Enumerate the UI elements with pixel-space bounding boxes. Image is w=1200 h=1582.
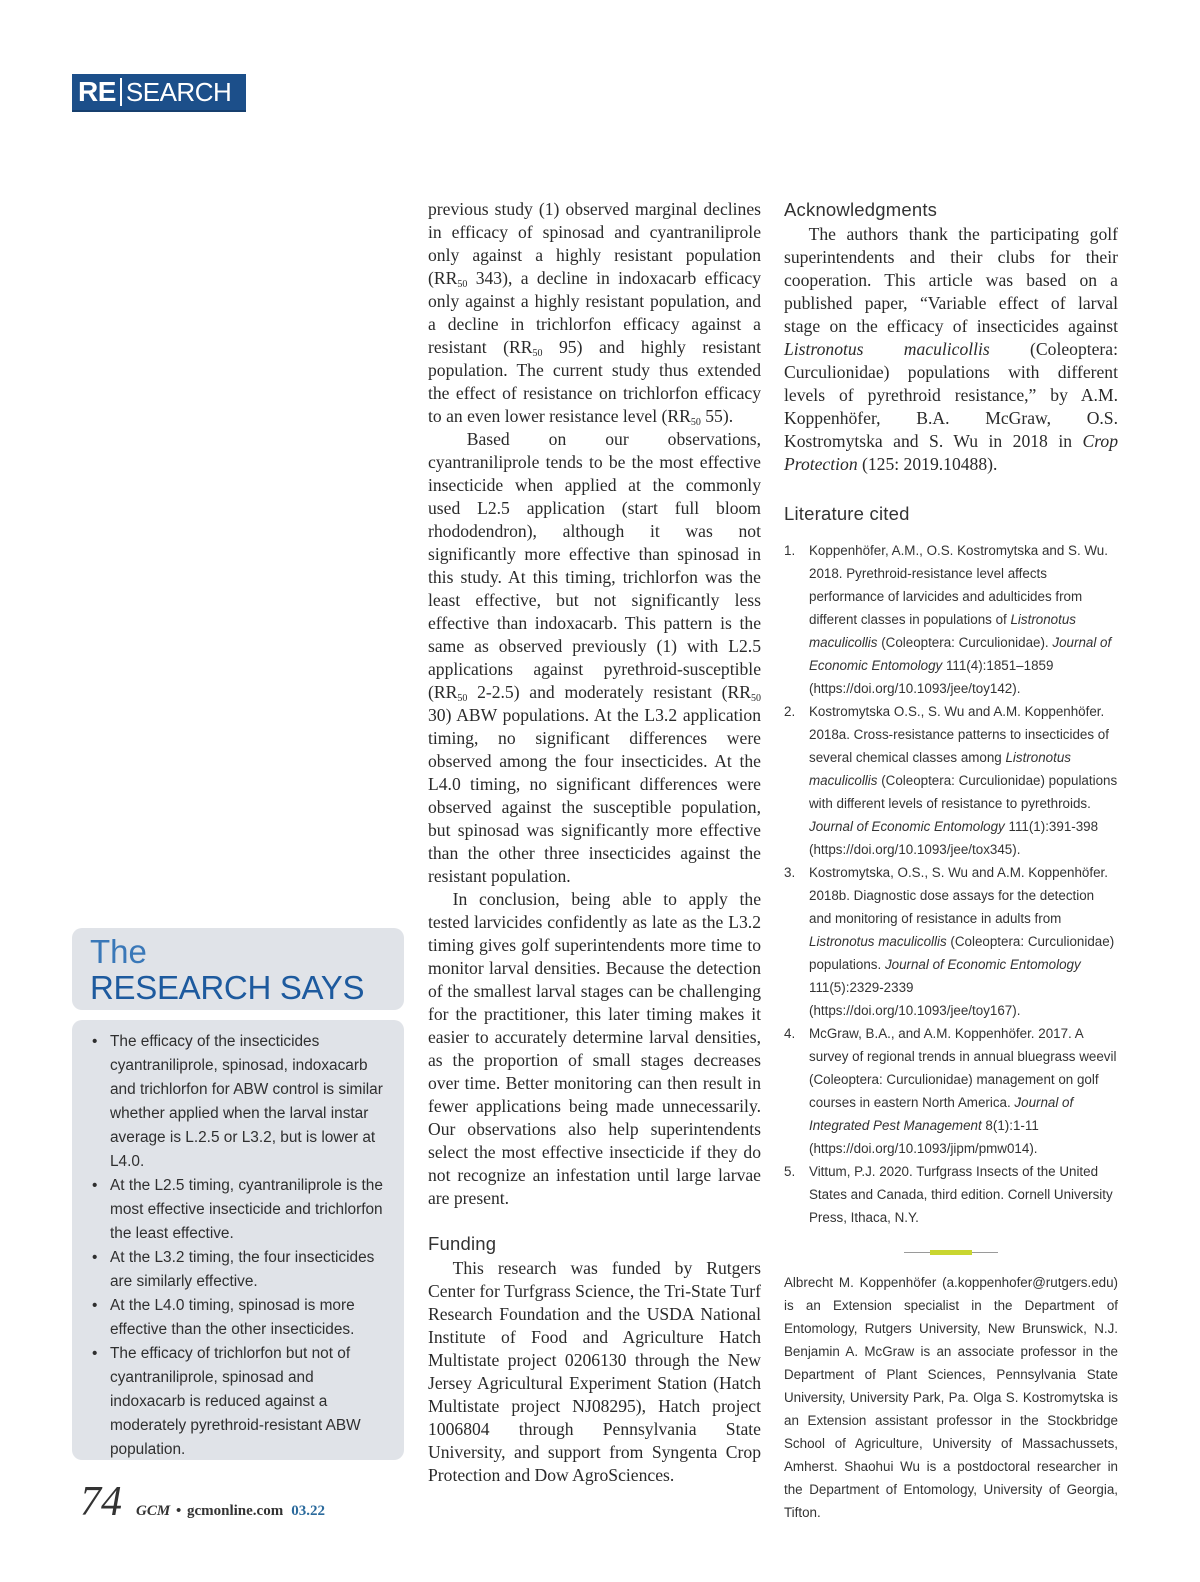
list-item: • At the L2.5 timing, cyantraniliprole is the most effective insecticide and trichlorfon the least effective.: [92, 1174, 388, 1246]
reference-item: 3. Kostromytska, O.S., S. Wu and A.M. Koppenhöfer. 2018b. Diagnostic dose assays for the detection and monitoring of resistance in adults from Listronotus maculicollis (Coleoptera: Curculionidae) populations. Journal of Economic Entomology 111(5):2329-2339 (https://doi.org/10.1093/jee/toy167).: [784, 865, 1115, 1018]
bullet-icon: •: [92, 1033, 98, 1050]
paragraph-observations: Based on our observations, cyantraniliprole tends to be the most effective insecticide when applied at the commonly used L2.5 application (start full bloom rhododendron), although it was not significantly more effective than spinosad in this study. At this timing, trichlorfon was the least effective, but not significantly less effective than indoxacarb. This pattern is the same as observed previously (1) with L2.5 applications against pyrethroid-susceptible ($RR_{50}$ 2-2.5) and moderately resistant ($RR_{50}$ 30) ABW populations. At the L3.2 application timing, no significant differences were observed among the four insecticides. At the L4.0 timing, no significant differences were observed against the susceptible population, but spinosad was significantly more effective than the other three insecticides against the resistant population.: [428, 429, 761, 886]
acknowledgments-heading: Acknowledgments: [784, 199, 938, 220]
magazine-name: GCM: [136, 1503, 171, 1519]
footer-separator: •: [172, 1503, 185, 1519]
list-item: • The efficacy of the insecticides cyantraniliprole, spinosad, indoxacarb and trichlorfon for ABW control is similar whether applied when the larval instar average is L.2.5 or L3.2, but is lower at L4.0.: [92, 1030, 388, 1174]
logo-re: RE: [78, 76, 116, 107]
logo-search: SEARCH: [125, 76, 232, 107]
issue-date: 03.22: [291, 1503, 325, 1519]
reference-list: [784, 539, 1118, 1229]
list-item: • At the L4.0 timing, spinosad is more effective than the other insecticides.: [92, 1294, 388, 1342]
website-link[interactable]: gcmonline.com: [186, 1503, 284, 1519]
funding-heading: Funding: [428, 1233, 497, 1254]
reference-item: 4. McGraw, B.A., and A.M. Koppenhöfer. 2017. A survey of regional trends in annual bluegrass weevil (Coleoptera: Curculionidae) management on golf courses in eastern North America. Journal of Integrated Pest Management 8(1):1-11 (https://doi.org/10.1093/jipm/pmw014).: [784, 1026, 1117, 1156]
bullet-icon: •: [92, 1345, 98, 1362]
author-bio: Albrecht M. Koppenhöfer (a.koppenhofer@rutgers.edu) is an Extension specialist in the Department of Entomology, Rutgers University, New Brunswick, N.J. Benjamin A. McGraw is an associate professor in the Department of Plant Sciences, Pennsylvania State University, University Park, Pa. Olga S. Kostromytska is an Extension assistant professor in the Stockbridge School of Agriculture, University of Massachussets, Amherst. Shaohui Wu is a postdoctoral researcher in the Department of Entomology, University of Georgia, Tifton.: [784, 1275, 1118, 1520]
list-item: • The efficacy of trichlorfon but not of cyantraniliprole, spinosad and indoxacarb is reduced against a moderately pyrethroid-resistant ABW population.: [92, 1342, 388, 1462]
acknowledgments-text: The authors thank the participating golf superintendents and their clubs for their cooperation. This article was based on a published paper, “Variable effect of larval stage on the efficacy of insecticides against Listronotus maculicollis (Coleoptera: Curculionidae) populations with different levels of pyrethroid resistance,” by A.M. Koppenhöfer, B.A. McGraw, O.S. Kostromytska and S. Wu in 2018 in Crop Protection (125: 2019.10488).: [784, 224, 1118, 474]
reference-item: 2. Kostromytska O.S., S. Wu and A.M. Koppenhöfer. 2018a. Cross-resistance patterns to insecticides of several chemical classes among Listronotus maculicollis (Coleoptera: Curculionidae) populations with different levels of resistance to pyrethroids. Journal of Economic Entomology 111(1):391-398 (https://doi.org/10.1093/jee/tox345).: [784, 704, 1118, 857]
bullet-icon: •: [92, 1249, 98, 1266]
section-logo-box: [72, 74, 246, 112]
reference-item: 1. Koppenhöfer, A.M., O.S. Kostromytska and S. Wu. 2018. Pyrethroid-resistance level affects performance of larvicides and adulticides from different classes in populations of Listronotus maculicollis (Coleoptera: Curculionidae). Journal of Economic Entomology 111(4):1851–1859 (https://doi.org/10.1093/jee/toy142).: [784, 543, 1112, 696]
research-says-title-the: The: [90, 933, 147, 970]
divider-accent: [930, 1250, 972, 1255]
section-logo: [72, 44, 246, 112]
reference-item: 5. Vittum, P.J. 2020. Turfgrass Insects of the United States and Canada, third edition. Cornell University Press, Ithaca, N.Y.: [784, 1164, 1113, 1225]
section-divider: [784, 1243, 1118, 1263]
middle-column: [428, 198, 761, 1487]
bullet-icon: •: [92, 1297, 98, 1314]
bullet-icon: •: [92, 1177, 98, 1194]
funding-text: This research was funded by Rutgers Center for Turfgrass Science, the Tri-State Turf Research Foundation and the USDA National Institute of Food and Agriculture Hatch Multistate project 0206130 through the New Jersey Agricultural Experiment Station (Hatch Multistate project NJ08295), Hatch project 1006804 through Pennsylvania State University, and support from Syngenta Crop Protection and Dow AgroSciences.: [428, 1258, 761, 1485]
page-footer: [80, 1478, 325, 1526]
research-says-list: [92, 1030, 388, 1462]
literature-heading: Literature cited: [784, 503, 910, 524]
paragraph-previous-study: previous study (1) observed marginal declines in efficacy of spinosad and cyantraniliprole only against a highly resistant population ($RR_{50}$ 343), a decline in indoxacarb efficacy only against a highly resistant population, and a decline in trichlorfon efficacy against a resistant ($RR_{50}$ 95) and highly resistant population. The current study thus extended the effect of resistance on trichlorfon efficacy to an even lower resistance level ($RR_{50}$ 55).: [428, 199, 762, 428]
page-number: 74: [80, 1479, 122, 1525]
right-column: [784, 198, 1118, 1524]
research-says-title: RESEARCH SAYS: [90, 969, 365, 1006]
list-item: • At the L3.2 timing, the four insecticides are similarly effective.: [92, 1246, 388, 1294]
research-says-box: [72, 1020, 404, 1460]
research-says-title-box: [72, 928, 404, 1010]
logo-divider: [120, 78, 122, 106]
paragraph-conclusion: In conclusion, being able to apply the tested larvicides confidently as late as the L3.2 timing gives golf superintendents more time to monitor larval densities. Because the detection of the smallest larval stages can be challenging for the practitioner, this later timing makes it easier to accurately determine larval densities, as the proportion of small stages decreases over time. Better monitoring can then result in fewer applications being made unnecessarily. Our observations also help superintendents select the most effective insecticide if they do not recognize an infestation until large larvae are present.: [428, 889, 761, 1208]
